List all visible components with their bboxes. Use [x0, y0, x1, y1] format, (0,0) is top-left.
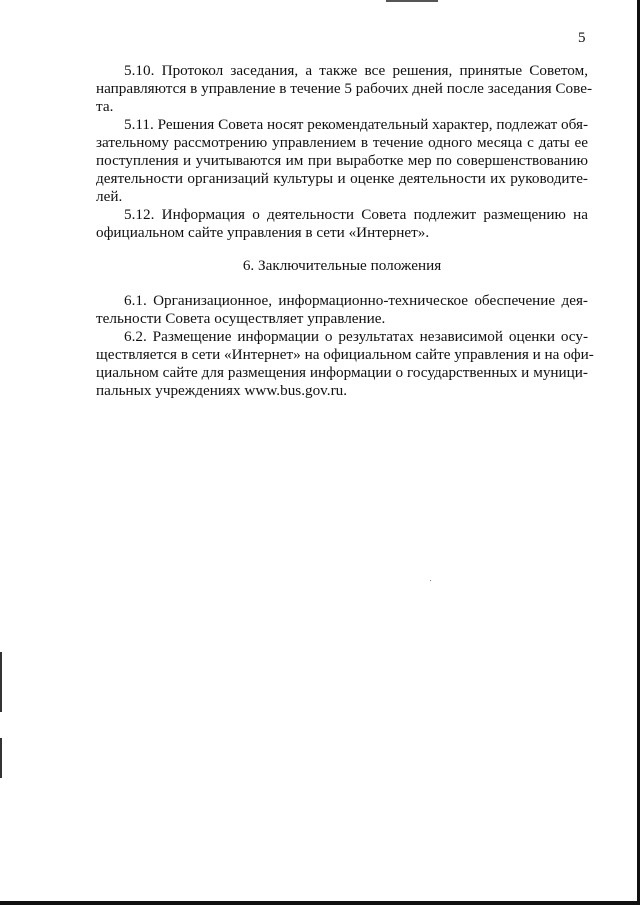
paragraph-6-2-line: циальном сайте для размещения информации о государственных и муници-: [96, 364, 588, 381]
scan-speck: [430, 580, 431, 581]
paragraph-5-10-line: 5.10. Протокол заседания, а также все решения, принятые Советом,: [124, 62, 588, 79]
page-number: 5: [578, 30, 586, 46]
paragraph-5-11-line: поступления и учитываются им при выработке мер по совершенствованию: [96, 152, 588, 169]
paragraph-5-12-line: официальном сайте управления в сети «Интернет».: [96, 224, 430, 241]
paragraph-6-2-line: ществляется в сети «Интернет» на официальном сайте управления и на офи-: [96, 346, 594, 363]
paragraph-6-2-line: 6.2. Размещение информации о результатах независимой оценки осу-: [124, 328, 588, 345]
scan-mark-top: [386, 0, 438, 2]
scan-mark-left: [0, 652, 2, 712]
paragraph-5-11-line: деятельности организаций культуры и оценке деятельности их руководите-: [96, 170, 588, 187]
section-heading: 6. Заключительные положения: [242, 257, 442, 274]
paragraph-5-11-line: 5.11. Решения Совета носят рекомендательный характер, подлежат обя-: [124, 116, 588, 133]
paragraph-5-10-line: та.: [96, 98, 114, 115]
paragraph-6-1-line: 6.1. Организационное, информационно-техническое обеспечение дея-: [124, 292, 588, 309]
paragraph-5-11-line: лей.: [96, 188, 123, 205]
paragraph-5-12-line: 5.12. Информация о деятельности Совета подлежит размещению на: [124, 206, 588, 223]
paragraph-6-2-line: пальных учреждениях www.bus.gov.ru.: [96, 382, 348, 399]
paragraph-5-11-line: зательному рассмотрению управлением в течение одного месяца с даты ее: [96, 134, 588, 151]
scan-edge-bottom: [0, 901, 640, 905]
scan-mark-left: [0, 738, 2, 778]
paragraph-5-10-line: направляются в управление в течение 5 рабочих дней после заседания Сове-: [96, 80, 593, 97]
paragraph-6-1-line: тельности Совета осуществляет управление.: [96, 310, 386, 327]
